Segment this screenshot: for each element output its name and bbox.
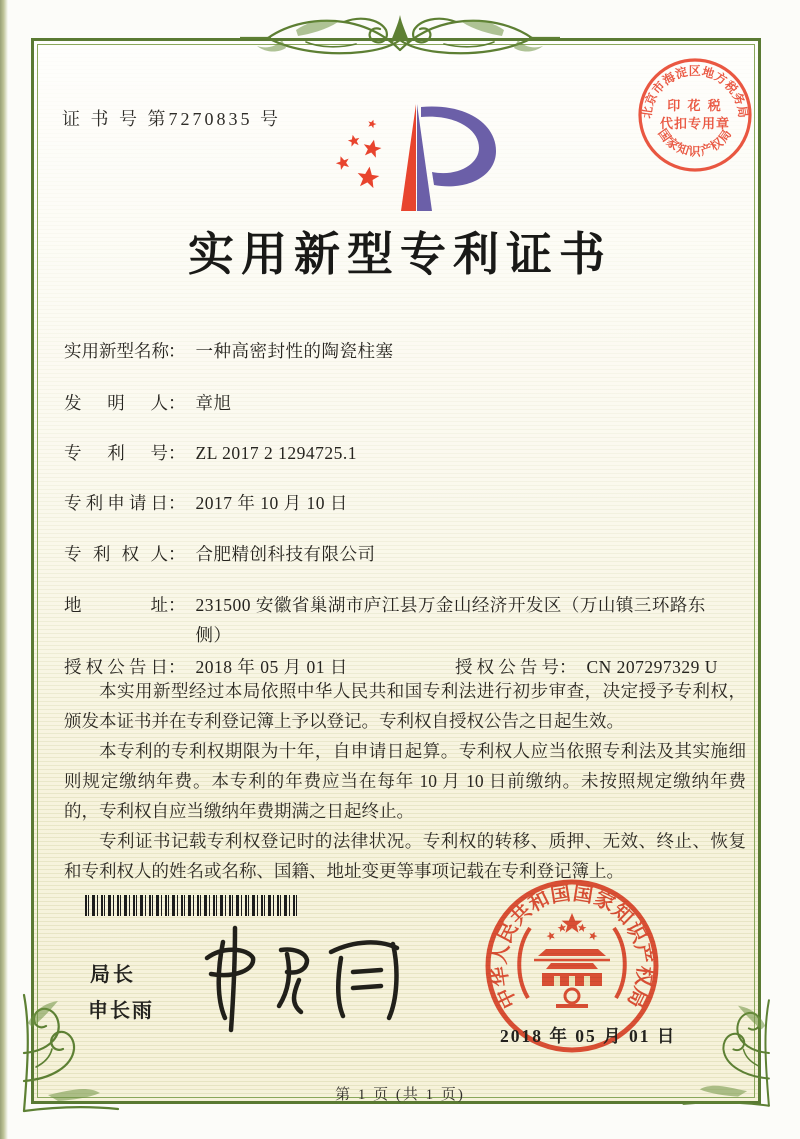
field-label: 实用新型名称 xyxy=(64,341,169,361)
field-patentee: 专利权人： 合肥精创科技有限公司 xyxy=(64,539,376,569)
field-label: 专利权人 xyxy=(64,544,168,564)
barcode xyxy=(85,895,297,916)
page-number: 第 1 页 (共 1 页) xyxy=(335,1087,465,1103)
field-label: 发明人 xyxy=(64,393,168,413)
director-title: 局长 xyxy=(90,964,136,986)
field-value: 2018 年 05 月 01 日 xyxy=(195,657,348,677)
cnipa-logo xyxy=(328,101,506,215)
field-patent-number: 专利号： ZL 2017 2 1294725.1 xyxy=(64,438,357,468)
field-label: 授权公告号 xyxy=(455,657,559,677)
tax-stamp-bottom-text: 国家知识产权局 xyxy=(655,126,735,159)
certificate-number: 证 书 号 第7270835 号 xyxy=(62,109,281,129)
field-grant-number: 授权公告号： CN 207297329 U xyxy=(455,652,670,682)
field-value: ZL 2017 2 1294725.1 xyxy=(195,443,357,463)
legal-text xyxy=(64,676,746,886)
legal-paragraph-3: 专利证书记载专利权登记时的法律状况。专利权的转移、质押、无效、终止、恢复和专利权人的姓名或名称、国籍、地址变更等事项记载在专利登记簿上。 xyxy=(64,831,746,881)
field-value: 合肥精创科技有限公司 xyxy=(195,544,376,564)
field-value: 一种高密封性的陶瓷柱塞 xyxy=(195,341,394,361)
scan-edge-shadow xyxy=(0,0,8,1139)
field-label: 专利申请日 xyxy=(64,493,168,513)
svg-text:国家知识产权局 xyxy=(655,126,734,158)
field-value: CN 207297329 U xyxy=(586,657,718,677)
legal-paragraph-1: 本实用新型经过本局依照中华人民共和国专利法进行初步审查，决定授予专利权，颁发本证书并在专利登记簿上予以登记。专利权自授权公告之日起生效。 xyxy=(64,681,746,731)
field-filing-date: 专利申请日： 2017 年 10 月 10 日 xyxy=(64,488,348,518)
certificate-title: 实用新型专利证书 xyxy=(188,229,612,280)
field-address: 地址： 231500 安徽省巢湖市庐江县万金山经济开发区（万山镇三环路东侧） xyxy=(64,590,724,650)
svg-text:中华人民共和国国家知识产权局 xyxy=(486,881,657,1012)
field-label: 地址 xyxy=(64,595,168,615)
tax-stamp-line2: 代扣专用章 xyxy=(659,116,731,131)
field-value: 231500 安徽省巢湖市庐江县万金山经济开发区（万山镇三环路东侧） xyxy=(195,595,706,645)
field-grant-row: 授权公告日： 2018 年 05 月 01 日 授权公告号： CN 207297329 U xyxy=(64,652,348,682)
seal-ring-text: 中华人民共和国国家知识产权局 xyxy=(488,882,656,1012)
field-value: 2017 年 10 月 10 日 xyxy=(195,493,348,513)
seal-date: 2018 年 05 月 01 日 xyxy=(500,1026,677,1046)
top-border-ornament xyxy=(240,10,560,66)
field-utility-name: 实用新型名称： 一种高密封性的陶瓷柱塞 xyxy=(64,336,394,366)
field-value: 章旭 xyxy=(195,393,232,413)
tax-stamp-line1: 印 花 税 xyxy=(667,98,723,113)
field-label: 授权公告日 xyxy=(64,657,168,677)
field-inventor: 发明人： 章旭 xyxy=(64,388,232,418)
director-signature xyxy=(195,924,435,1034)
tax-stamp xyxy=(632,52,758,178)
national-emblem xyxy=(519,913,625,1006)
logo-stars xyxy=(334,118,383,188)
tax-stamp-top-text: 北京市海淀区地方税务局 xyxy=(639,64,751,120)
field-label: 专利号 xyxy=(64,443,168,463)
legal-paragraph-2: 本专利的专利权期限为十年，自申请日起算。专利权人应当依照专利法及其实施细则规定缴纳年费。本专利的年费应当在每年 10 月 10 日前缴纳。未按照规定缴纳年费的，专利权自应当缴纳年费期满之日起终止。 xyxy=(64,741,746,821)
director-name: 申长雨 xyxy=(88,1000,154,1022)
